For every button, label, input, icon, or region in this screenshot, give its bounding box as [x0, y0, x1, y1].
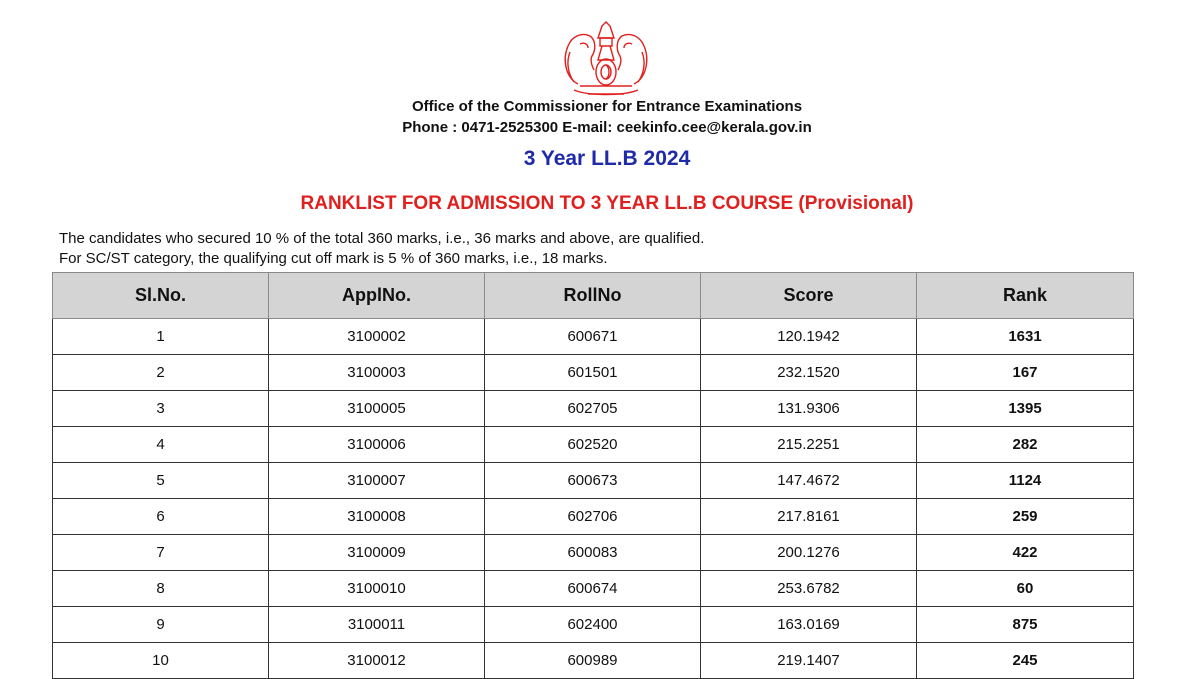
cell-applno: 3100009 — [269, 535, 485, 571]
column-header-score: Score — [701, 273, 917, 319]
table-row — [53, 427, 1134, 463]
cell-score: 120.1942 — [701, 319, 917, 355]
cell-rank: 282 — [917, 427, 1134, 463]
cell-rollno: 600674 — [485, 571, 701, 607]
cell-rollno: 602706 — [485, 499, 701, 535]
cell-rank: 1631 — [917, 319, 1134, 355]
office-title: Office of the Commissioner for Entrance Examinations — [411, 98, 803, 115]
qualification-notes — [59, 229, 704, 269]
cell-slno: 10 — [53, 643, 269, 679]
cell-rollno: 602520 — [485, 427, 701, 463]
cell-score: 253.6782 — [701, 571, 917, 607]
cell-slno: 2 — [53, 355, 269, 391]
kerala-state-emblem — [558, 16, 654, 100]
cell-rank: 167 — [917, 355, 1134, 391]
table-header-row — [53, 273, 1134, 319]
cell-applno: 3100002 — [269, 319, 485, 355]
cell-rollno: 600989 — [485, 643, 701, 679]
column-header-slno: Sl.No. — [53, 273, 269, 319]
cell-applno: 3100003 — [269, 355, 485, 391]
cell-rollno: 600083 — [485, 535, 701, 571]
column-header-rank: Rank — [917, 273, 1134, 319]
cell-rank: 875 — [917, 607, 1134, 643]
cell-slno: 1 — [53, 319, 269, 355]
cell-score: 163.0169 — [701, 607, 917, 643]
cell-score: 217.8161 — [701, 499, 917, 535]
cell-score: 147.4672 — [701, 463, 917, 499]
cell-rollno: 600673 — [485, 463, 701, 499]
column-header-rollno: RollNo — [485, 273, 701, 319]
cell-applno: 3100006 — [269, 427, 485, 463]
column-header-applno: ApplNo. — [269, 273, 485, 319]
cell-score: 219.1407 — [701, 643, 917, 679]
ranklist-table — [52, 272, 1134, 679]
cell-rank: 245 — [917, 643, 1134, 679]
cell-slno: 6 — [53, 499, 269, 535]
cell-rank: 60 — [917, 571, 1134, 607]
cell-applno: 3100007 — [269, 463, 485, 499]
cell-slno: 8 — [53, 571, 269, 607]
cell-slno: 5 — [53, 463, 269, 499]
cell-rank: 1395 — [917, 391, 1134, 427]
cell-rank: 259 — [917, 499, 1134, 535]
table-row — [53, 643, 1134, 679]
cell-applno: 3100011 — [269, 607, 485, 643]
cell-slno: 9 — [53, 607, 269, 643]
cell-score: 200.1276 — [701, 535, 917, 571]
cell-slno: 4 — [53, 427, 269, 463]
cell-score: 215.2251 — [701, 427, 917, 463]
table-row — [53, 355, 1134, 391]
cell-rollno: 602705 — [485, 391, 701, 427]
table-row — [53, 463, 1134, 499]
cell-score: 131.9306 — [701, 391, 917, 427]
exam-title: 3 Year LL.B 2024 — [523, 147, 691, 170]
table-row — [53, 391, 1134, 427]
cell-applno: 3100012 — [269, 643, 485, 679]
ranklist-title: RANKLIST FOR ADMISSION TO 3 YEAR LL.B COURSE (Provisional) — [300, 193, 914, 214]
table-row — [53, 499, 1134, 535]
cell-slno: 7 — [53, 535, 269, 571]
cell-applno: 3100008 — [269, 499, 485, 535]
cell-applno: 3100010 — [269, 571, 485, 607]
cell-rank: 1124 — [917, 463, 1134, 499]
table-row — [53, 607, 1134, 643]
sc-st-note: For SC/ST category, the qualifying cut off mark is 5 % of 360 marks, i.e., 18 marks. — [59, 250, 608, 267]
cell-rollno: 601501 — [485, 355, 701, 391]
cell-slno: 3 — [53, 391, 269, 427]
office-contact-line: Phone : 0471-2525300 E-mail: ceekinfo.cee@kerala.gov.in — [402, 119, 812, 136]
table-row — [53, 535, 1134, 571]
cell-score: 232.1520 — [701, 355, 917, 391]
cell-applno: 3100005 — [269, 391, 485, 427]
cell-rollno: 602400 — [485, 607, 701, 643]
qualification-note: The candidates who secured 10 % of the total 360 marks, i.e., 36 marks and above, are qualified. — [59, 230, 705, 247]
table-row — [53, 571, 1134, 607]
cell-rank: 422 — [917, 535, 1134, 571]
table-row — [53, 319, 1134, 355]
cell-rollno: 600671 — [485, 319, 701, 355]
